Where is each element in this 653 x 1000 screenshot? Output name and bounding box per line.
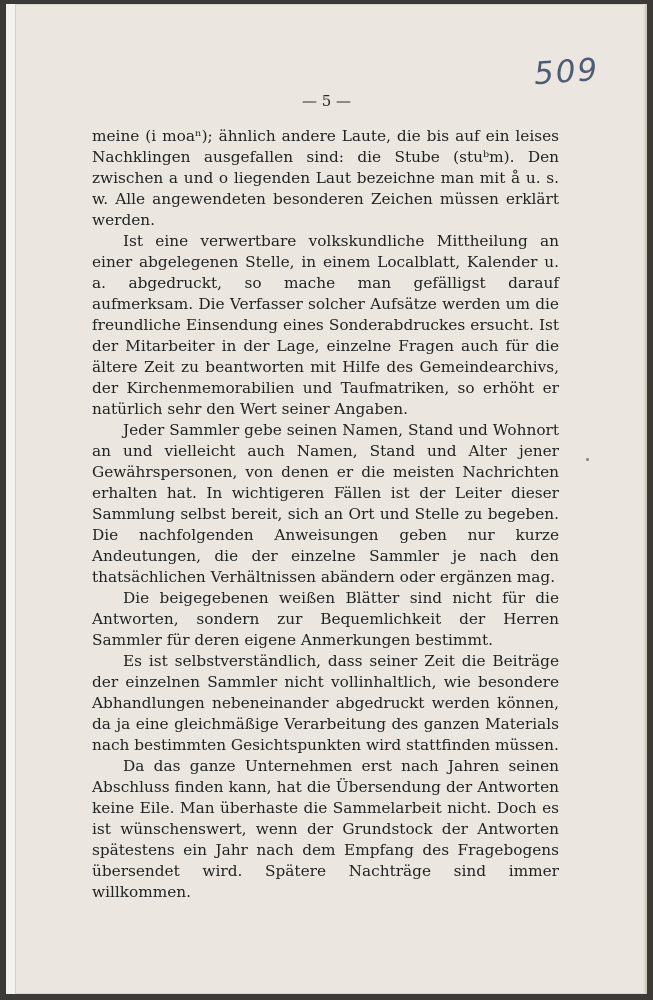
paragraph-5: Es ist selbstverständlich, dass seiner Zeit die Beiträge der einzelnen Sammler nicht vollinhaltlich, wie besondere Abhandlungen nebeneinander abgedruckt werden können, da ja eine gleichmäßige Verarbeitung des ganzen Materials nach bestimmten Gesichtspunkten wird stattfinden müssen.: [92, 652, 559, 754]
page-right-shadow: [643, 4, 647, 994]
body-text: [92, 126, 559, 903]
document-page: [6, 4, 647, 994]
paragraph-3: Jeder Sammler gebe seinen Namen, Stand und Wohnort an und vielleicht auch Namen, Stand und Alter jener Gewährspersonen, von denen er die meisten Nachrichten erhalten hat. In wichtigeren Fällen ist der Leiter dieser Sammlung selbst bereit, sich an Ort und Stelle zu begeben. Die nachfolgenden Anweisungen geben nur kurze Andeutungen, die der einzelne Sammler je nach den thatsächlichen Verhältnissen abändern oder ergänzen mag.: [92, 421, 559, 586]
paper-speck: [586, 458, 589, 461]
page-left-edge: [6, 4, 16, 994]
paragraph-1: meine (i moaⁿ); ähnlich andere Laute, die bis auf ein leises Nachklingen ausgefallen sind: die Stube (stuᵇm). Den zwischen a und o liegenden Laut bezeichne man mit å u. s. w. Alle angewendeten besonderen Zeichen müssen erklärt werden.: [92, 127, 559, 229]
paragraph-6: Da das ganze Unternehmen erst nach Jahren seinen Abschluss finden kann, hat die Übersendung der Antworten keine Eile. Man überhaste die Sammelarbeit nicht. Doch es ist wünschenswert, wenn der Grundstock der Antworten spätestens ein Jahr nach dem Empfang des Fragebogens übersendet wird. Spätere Nachträge sind immer willkommen.: [92, 757, 559, 901]
page-number: — 5 —: [301, 92, 352, 110]
paragraph-4: Die beigegebenen weißen Blätter sind nicht für die Antworten, sondern zur Bequemlichkeit der Herren Sammler für deren eigene Anmerkungen bestimmt.: [92, 589, 559, 649]
paragraph-2: Ist eine verwertbare volkskundliche Mittheilung an einer abgelegenen Stelle, in einem Localblatt, Kalender u. a. abgedruckt, so mache man gefälligst darauf aufmerksam. Die Verfasser solcher Aufsätze werden um die freundliche Einsendung eines Sonderabdruckes ersucht. Ist der Mitarbeiter in der Lage, einzelne Fragen auch für die ältere Zeit zu beantworten mit Hilfe des Gemeindearchivs, der Kirchenmemorabilien und Taufmatriken, so erhöht er natürlich sehr den Wert seiner Angaben.: [92, 232, 559, 418]
handwritten-folio-number: 509: [532, 51, 601, 93]
